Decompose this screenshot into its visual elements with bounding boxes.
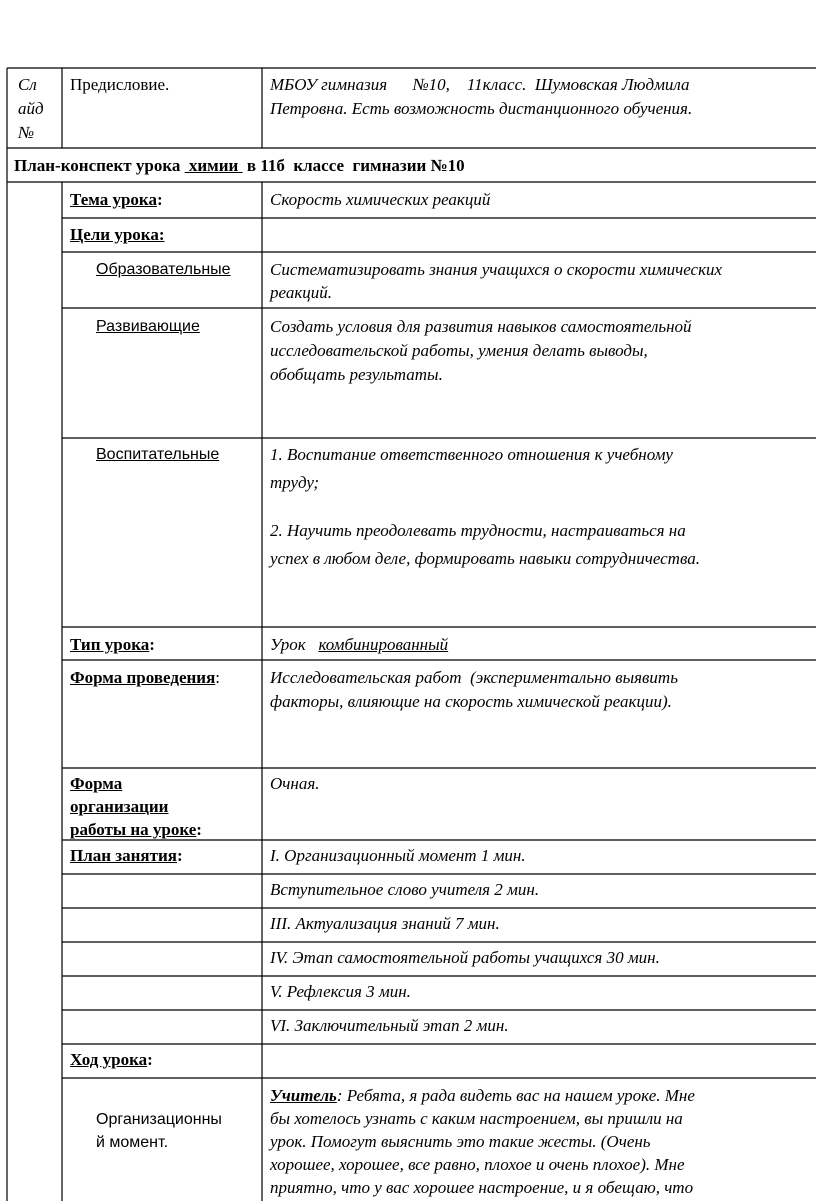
progress-label-text: Ход урока	[70, 1050, 148, 1069]
org-moment-label-line-1: Организационны	[96, 1111, 222, 1128]
educational-line-1: Систематизировать знания учащихся о скорости химических	[270, 260, 723, 279]
lesson-type-text: комбинированный	[318, 635, 449, 654]
org-moment-line-2: бы хотелось узнать с каким настроением, вы пришли на	[270, 1109, 683, 1128]
organization-label-line-1: Форма	[70, 774, 123, 793]
lesson-type-label-colon: :	[149, 635, 155, 654]
plan-title-prefix: План-конспект урока	[14, 156, 185, 175]
org-moment-line-3: урок. Помогут выяснить это такие жесты. (Очень	[270, 1132, 651, 1151]
organization-label-line-3-text: работы на уроке	[70, 820, 197, 839]
plan-label-colon: :	[176, 846, 183, 865]
progress-label	[70, 1047, 153, 1073]
org-moment-line-4: хорошее, хорошее, все равно, плохое и очень плохое). Мне	[270, 1155, 685, 1174]
form-line-1: Исследовательская работ (экспериментально выявить	[270, 668, 678, 687]
organization-label-colon: :	[196, 820, 202, 839]
org-moment-line-1-text: : Ребята, я рада видеть вас на нашем уроке. Мне	[336, 1086, 695, 1105]
upbringing-label: Воспитательные	[96, 446, 220, 463]
goals-label: Цели урока:	[70, 225, 165, 244]
topic-label-text: Тема урока	[70, 190, 157, 209]
plan-label	[70, 843, 183, 869]
form-label-text: Форма проведения	[70, 668, 216, 687]
plan-item: III. Актуализация знаний 7 мин.	[270, 914, 500, 933]
upbringing-line-2: труду;	[270, 473, 319, 492]
form-line-2: факторы, влияющие на скорость химической реакции).	[270, 692, 672, 711]
developing-line-1: Создать условия для развития навыков самостоятельной	[270, 317, 692, 336]
preface-line-2: Петровна. Есть возможность дистанционного обучения.	[270, 99, 693, 118]
form-label	[70, 665, 220, 691]
lesson-type-label	[70, 632, 155, 658]
plan-item: VI. Заключительный этап 2 мин.	[270, 1016, 509, 1035]
organization-label-line-2: организации	[70, 797, 169, 816]
org-moment-label-line-2: й момент.	[96, 1134, 169, 1151]
upbringing-line-3: 2. Научить преодолевать трудности, настраиваться на	[270, 521, 686, 540]
organization-value: Очная.	[270, 774, 320, 793]
lesson-type-label-text: Тип урока	[70, 635, 150, 654]
progress-label-colon: :	[147, 1050, 153, 1069]
slide-header-line-1: Сл	[18, 75, 37, 94]
topic-label-colon: :	[156, 190, 163, 209]
plan-title-subject: химии	[184, 156, 243, 175]
developing-line-2: исследовательской работы, умения делать выводы,	[270, 341, 648, 360]
developing-line-3: обобщать результаты.	[270, 365, 443, 384]
educational-label: Образовательные	[96, 261, 231, 278]
plan-title	[14, 153, 465, 179]
topic-label	[70, 187, 163, 213]
topic-value: Скорость химических реакций	[270, 190, 491, 209]
plan-label-text: План занятия	[70, 846, 177, 865]
upbringing-line-4: успех в любом деле, формировать навыки сотрудничества.	[270, 549, 700, 568]
form-label-colon: :	[215, 668, 221, 687]
slide-header-line-3: №	[18, 123, 35, 142]
plan-item: V. Рефлексия 3 мин.	[270, 982, 411, 1001]
preface-label: Предисловие.	[70, 75, 170, 94]
plan-title-suffix: в 11б классе гимназии №10	[242, 156, 465, 175]
plan-item: Вступительное слово учителя 2 мин.	[270, 880, 540, 899]
plan-item: I. Организационный момент 1 мин.	[270, 846, 526, 865]
organization-label-line-3	[70, 817, 202, 843]
speaker-label: Учитель	[270, 1086, 337, 1105]
lesson-type-prefix: Урок	[270, 635, 319, 654]
preface-line-1: МБОУ гимназия №10, 11класс. Шумовская Людмила	[270, 75, 690, 94]
lesson-type-value	[270, 632, 448, 658]
upbringing-line-1: 1. Воспитание ответственного отношения к учебному	[270, 445, 673, 464]
developing-label: Развивающие	[96, 318, 200, 335]
slide-header-line-2: айд	[18, 99, 44, 118]
educational-line-2: реакций.	[270, 283, 333, 302]
org-moment-line-5: приятно, что у вас хорошее настроение, и я обещаю, что	[270, 1178, 694, 1197]
plan-item: IV. Этап самостоятельной работы учащихся 30 мин.	[270, 948, 660, 967]
